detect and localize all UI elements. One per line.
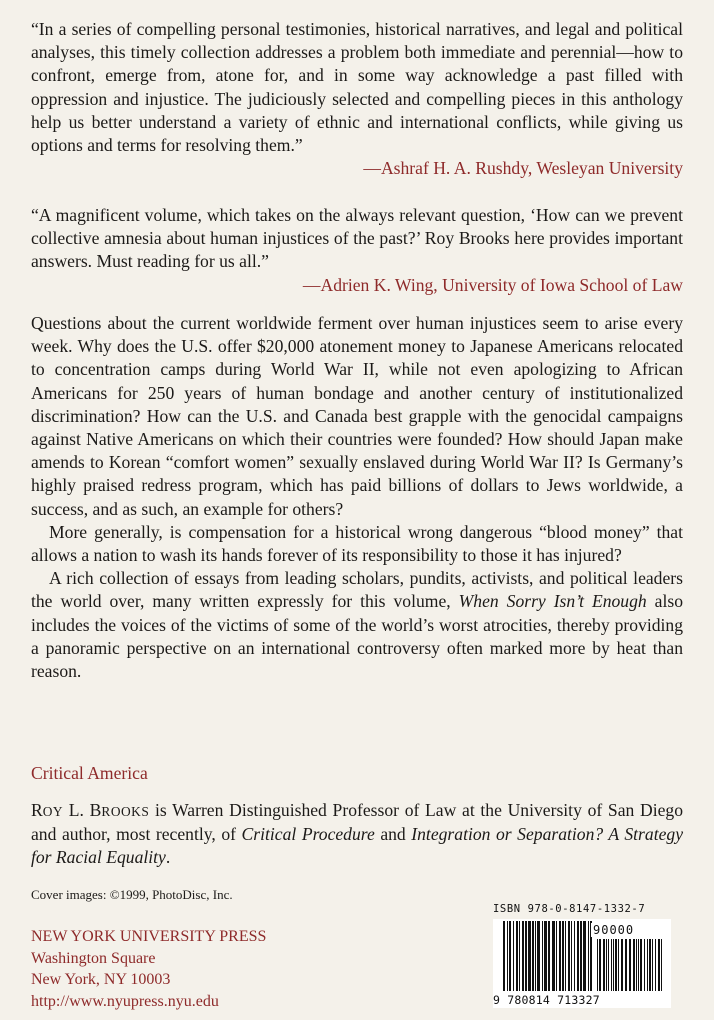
author-first-rest: OY <box>42 804 64 819</box>
barcode-area <box>493 903 671 1008</box>
publisher-url: http://www.nyupress.nyu.edu <box>31 992 219 1010</box>
author-first-initial: R <box>31 800 43 820</box>
author-bio-text-3: . <box>165 847 171 868</box>
author-book-1: Critical Procedure <box>241 824 375 845</box>
author-last-rest: ROOKS <box>101 804 150 819</box>
publisher-info <box>31 926 351 1012</box>
description-paragraph-3-start: A rich collection of essays from leading scholars, pundits, activists, and political leaders the world over, many written expressly for this volume, <box>31 568 683 612</box>
cover-credit: Cover images: ©1999, PhotoDisc, Inc. <box>31 887 233 902</box>
description-paragraph-1: Questions about the current worldwide ferment over human injustices seem to arise every week. Why does the U.S. offer $20,000 atonement money to Japanese Americans relocated to concentration camps during World War II, while not even apologizing to African Americans for 250 years of human bondage and another century of institutionalized discrimination? How can the U.S. and Canada best grapple with the genocidal campaigns against Native Americans on which their countries were founded? How should Japan make amends to Korean “comfort women” sexually enslaved during World War II? Is Germany’s highly praised redress program, which has paid billions of dollars to Jews worldwide, a success, and as such, an example for others? <box>31 313 683 519</box>
author-bio-text <box>31 799 683 870</box>
barcode <box>493 919 671 1008</box>
author-middle: L. <box>63 800 90 820</box>
publisher-street: Washington Square <box>31 949 156 967</box>
barcode-addon: 90000 <box>593 923 635 937</box>
ean-digits: 9 780814 713327 <box>493 993 600 1007</box>
blurb-2 <box>31 204 683 297</box>
description-paragraph-2: More generally, is compensation for a historical wrong dangerous “blood money” that allows a nation to wash its hands forever of its responsibility to those it has injured? <box>31 521 683 566</box>
blurb-1-quote: “In a series of compelling personal testimonies, historical narratives, and legal and political analyses, this timely collection addresses a problem both immediate and perennial—how to confront, emerge from, atone for, and in some way acknowledge a past filled with oppression and injustice. The judiciously selected and compelling pieces in this anthology help us better understand a variety of ethnic and international conflicts, while giving us options and terms for resolving them.” <box>31 19 683 156</box>
description <box>31 312 683 683</box>
book-title: When Sorry Isn’t Enough <box>458 591 647 612</box>
barcode-bars <box>497 919 667 993</box>
author-last-initial: B <box>89 800 102 820</box>
blurb-2-quote: “A magnificent volume, which takes on the always relevant question, ‘How can we prevent collective amnesia about human injustices of the past?’ Roy Brooks here provides important answers. Must reading for us all.” <box>31 205 683 272</box>
blurb-1 <box>31 18 683 180</box>
author-bio-text-1: is Warren Distinguished Professor of Law at the University of San Diego and author, most recently, of <box>31 800 683 845</box>
publisher-city: New York, NY 10003 <box>31 971 171 988</box>
isbn-label: ISBN 978-0-8147-1332-7 <box>493 903 646 915</box>
blurb-1-attribution: —Ashraf H. A. Rushdy, Wesleyan University <box>363 158 683 179</box>
description-paragraph-3 <box>31 567 683 683</box>
author-bio-text-2: and <box>374 824 412 845</box>
author-book-2: Integration or Separation? A Strategy for Racial Equality <box>31 824 684 868</box>
blurb-2-attribution: —Adrien K. Wing, University of Iowa School of Law <box>302 274 683 295</box>
series-name: Critical America <box>31 763 148 783</box>
publisher-name: NEW YORK UNIVERSITY PRESS <box>31 928 267 945</box>
description-paragraph-3-end: also includes the voices of the victims of some of the world’s worst atrocities, thereby providing a panoramic perspective on an international controversy often marked more by heat than reason. <box>31 591 684 682</box>
author-bio <box>31 799 683 870</box>
